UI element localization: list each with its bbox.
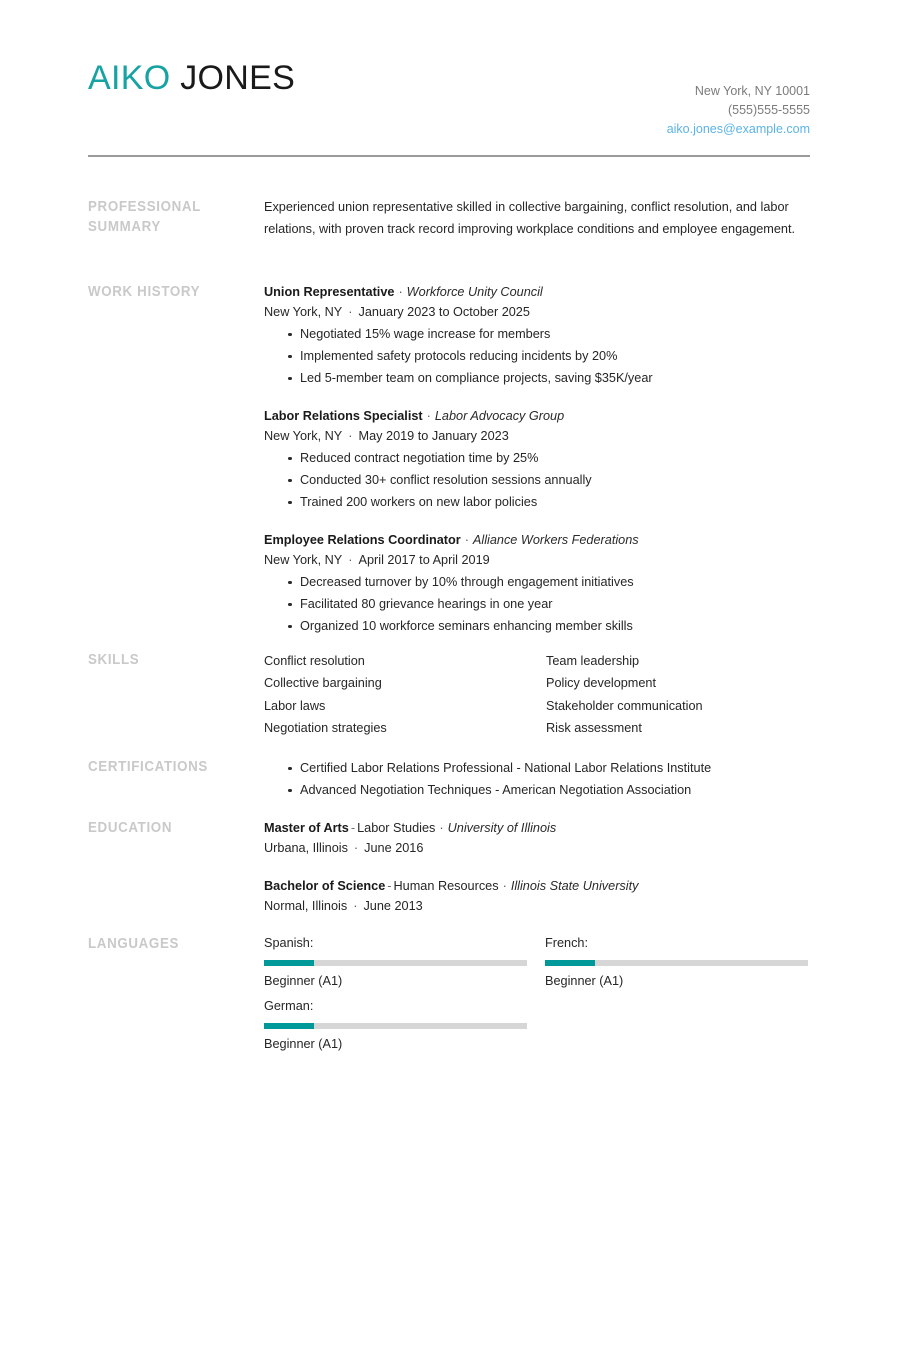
language-level: Beginner (A1) bbox=[545, 974, 624, 988]
separator-dot: · bbox=[353, 841, 359, 855]
skill-item: Policy development bbox=[546, 676, 657, 691]
education-location: Normal, Illinois bbox=[264, 899, 348, 913]
language-entry bbox=[264, 997, 529, 1054]
job-company: Labor Advocacy Group bbox=[434, 409, 565, 423]
skill-item: Negotiation strategies bbox=[264, 720, 387, 735]
separator-dot: · bbox=[439, 821, 444, 835]
language-name: French: bbox=[545, 936, 589, 950]
job-bullet-list bbox=[264, 571, 810, 637]
job-dates: May 2019 to January 2023 bbox=[358, 429, 509, 443]
education-school: University of Illinois bbox=[447, 821, 557, 835]
certification-item: Certified Labor Relations Professional - National Labor Relations Institute bbox=[264, 757, 810, 779]
language-proficiency-fill bbox=[264, 1023, 314, 1029]
section-label-skills: SKILLS bbox=[88, 652, 140, 668]
skill-item: Collective bargaining bbox=[264, 676, 382, 691]
header-divider bbox=[88, 155, 810, 157]
skill-item: Team leadership bbox=[546, 654, 640, 668]
education-entry bbox=[264, 818, 810, 859]
job-company: Workforce Unity Council bbox=[406, 285, 543, 299]
certification-item: Advanced Negotiation Techniques - American Negotiation Association bbox=[264, 779, 810, 801]
separator-dot: · bbox=[426, 409, 431, 423]
language-entry bbox=[545, 934, 810, 991]
skill-item: Labor laws bbox=[264, 698, 326, 713]
section-label-work-history: WORK HISTORY bbox=[88, 284, 201, 300]
job-bullet: Reduced contract negotiation time by 25% bbox=[264, 447, 810, 469]
skills-grid bbox=[264, 650, 810, 742]
education-date: June 2013 bbox=[363, 899, 423, 913]
contact-phone: (555)555-5555 bbox=[727, 103, 810, 117]
job-bullet: Decreased turnover by 10% through engagement initiatives bbox=[264, 571, 810, 593]
language-entry bbox=[264, 934, 529, 991]
separator-dot: · bbox=[464, 533, 469, 547]
education-degree: Bachelor of Science bbox=[264, 879, 386, 893]
section-label-languages: LANGUAGES bbox=[88, 936, 180, 952]
contact-email[interactable]: aiko.jones@example.com bbox=[666, 122, 810, 136]
job-bullet: Implemented safety protocols reducing incidents by 20% bbox=[264, 345, 810, 367]
job-title: Labor Relations Specialist bbox=[264, 409, 423, 423]
contact-address: New York, NY 10001 bbox=[694, 84, 810, 98]
section-label-certifications: CERTIFICATIONS bbox=[88, 759, 208, 775]
job-bullet: Led 5-member team on compliance projects, saving $35K/year bbox=[264, 367, 810, 389]
section-label-education: EDUCATION bbox=[88, 820, 173, 836]
work-entry bbox=[264, 406, 810, 513]
summary-text: Experienced union representative skilled in collective bargaining, conflict resolution, and labor relations, with proven track record improving workplace conditions and employee engagement. bbox=[264, 200, 796, 236]
education-degree: Master of Arts bbox=[264, 821, 349, 835]
last-name: JONES bbox=[180, 59, 296, 97]
job-bullet: Conducted 30+ conflict resolution sessions annually bbox=[264, 469, 810, 491]
contact-block bbox=[667, 82, 810, 139]
job-bullet: Negotiated 15% wage increase for members bbox=[264, 323, 810, 345]
job-title: Employee Relations Coordinator bbox=[264, 533, 461, 547]
language-proficiency-fill bbox=[264, 960, 314, 966]
job-company: Alliance Workers Federations bbox=[472, 533, 639, 547]
skill-item: Stakeholder communication bbox=[546, 698, 703, 713]
education-dash: - bbox=[387, 879, 392, 893]
separator-dot: · bbox=[398, 285, 403, 299]
resume-header bbox=[88, 58, 810, 156]
certification-list bbox=[264, 757, 810, 801]
language-proficiency-fill bbox=[545, 960, 595, 966]
separator-dot: · bbox=[502, 879, 507, 893]
skill-item: Conflict resolution bbox=[264, 654, 365, 668]
language-proficiency-bar bbox=[264, 960, 527, 966]
job-dates: April 2017 to April 2019 bbox=[358, 553, 490, 567]
language-level: Beginner (A1) bbox=[264, 974, 343, 988]
job-location: New York, NY bbox=[264, 305, 343, 319]
job-bullet: Trained 200 workers on new labor policies bbox=[264, 491, 810, 513]
page-title bbox=[88, 58, 295, 98]
education-date: June 2016 bbox=[364, 841, 424, 855]
job-dates: January 2023 to October 2025 bbox=[358, 305, 530, 319]
education-location: Urbana, Illinois bbox=[264, 841, 348, 855]
education-dash: - bbox=[350, 821, 356, 835]
skills-column-right bbox=[546, 650, 816, 739]
education-field: Human Resources bbox=[393, 879, 499, 893]
separator-dot: · bbox=[348, 429, 353, 443]
work-entry bbox=[264, 530, 810, 637]
languages-grid bbox=[264, 934, 810, 1060]
language-name: German: bbox=[264, 999, 314, 1013]
job-bullet-list bbox=[264, 323, 810, 389]
education-entry bbox=[264, 876, 810, 917]
language-name: Spanish: bbox=[264, 936, 314, 950]
job-location: New York, NY bbox=[264, 429, 343, 443]
skills-column-left bbox=[264, 650, 534, 739]
job-bullet: Organized 10 workforce seminars enhancing member skills bbox=[264, 615, 810, 637]
job-bullet: Facilitated 80 grievance hearings in one year bbox=[264, 593, 810, 615]
job-bullet-list bbox=[264, 447, 810, 513]
language-level: Beginner (A1) bbox=[264, 1037, 343, 1051]
job-location: New York, NY bbox=[264, 553, 343, 567]
section-label-summary: PROFESSIONAL SUMMARY bbox=[88, 199, 201, 235]
work-entry bbox=[264, 282, 810, 389]
job-title: Union Representative bbox=[264, 285, 395, 299]
separator-dot: · bbox=[348, 553, 353, 567]
skill-item: Risk assessment bbox=[546, 720, 642, 735]
language-proficiency-bar bbox=[264, 1023, 527, 1029]
separator-dot: · bbox=[348, 305, 353, 319]
education-school: Illinois State University bbox=[510, 879, 639, 893]
language-proficiency-bar bbox=[545, 960, 808, 966]
first-name: AIKO bbox=[88, 59, 171, 97]
education-field: Labor Studies bbox=[357, 821, 436, 835]
separator-dot: · bbox=[353, 899, 358, 913]
